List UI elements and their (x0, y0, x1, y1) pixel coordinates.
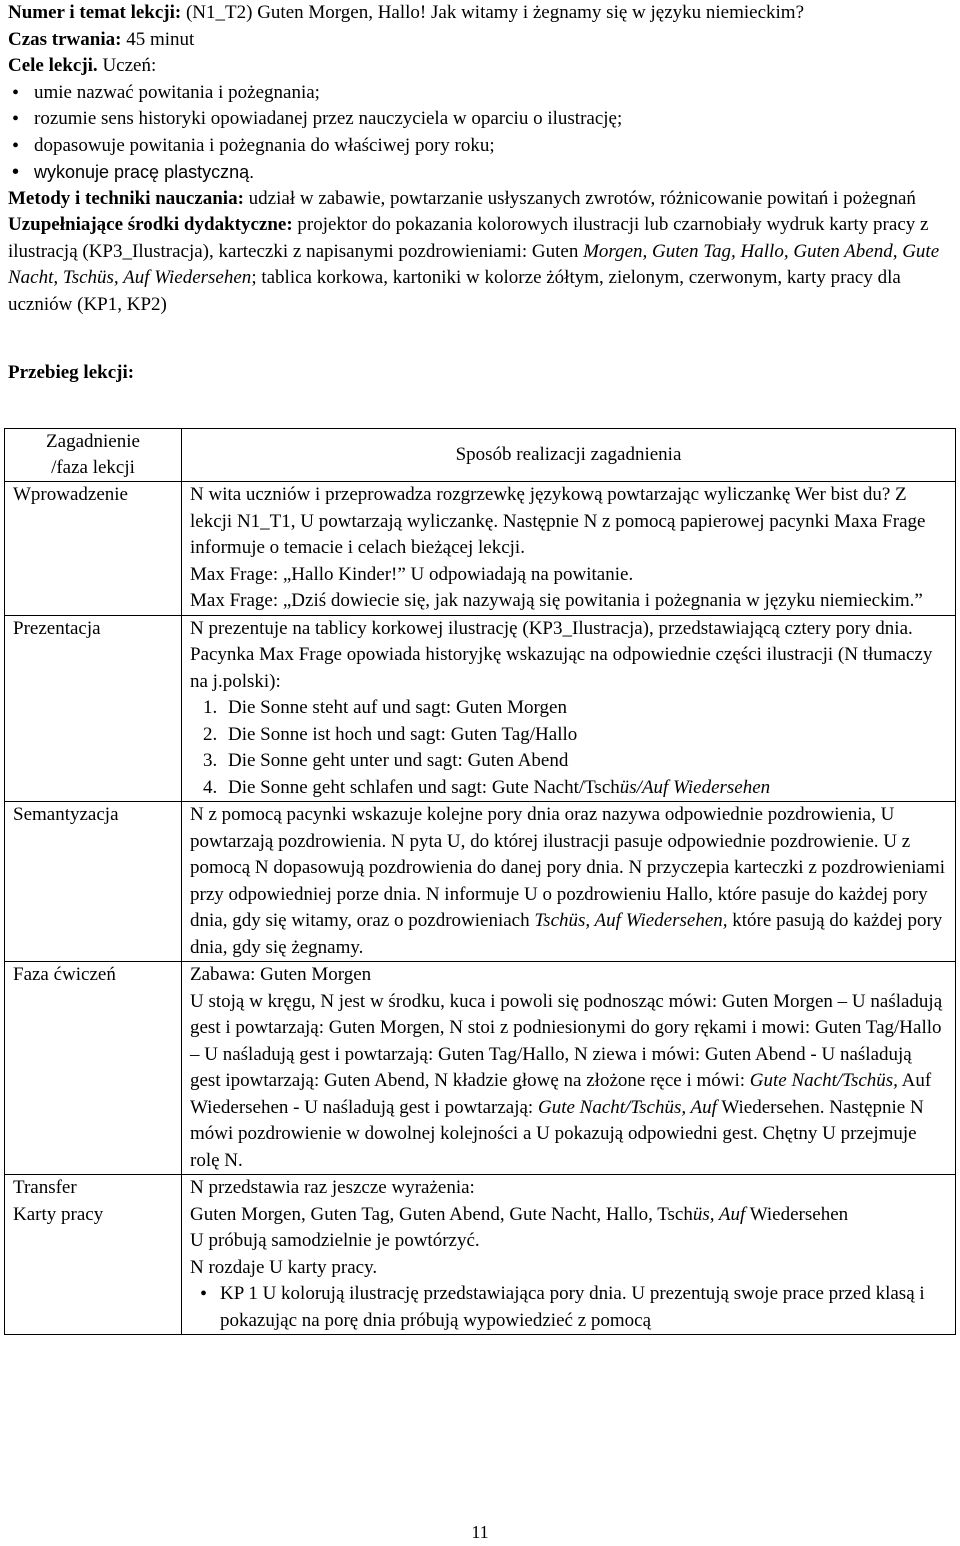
topic-label: Numer i temat lekcji: (8, 2, 182, 23)
course-label: Przebieg lekcji: (8, 362, 135, 383)
list-item: • KP 1 U kolorują ilustrację przedstawiająca pory dnia. U prezentują swoje prace przed klasą i pokazując na porę dnia próbują wypowiedzieć z pomocą (220, 1281, 947, 1334)
aids-value: projektor do pokazania kolorowych ilustracji lub czarnobiały wydruk karty pracy z ilustracją (KP3_Ilustracja), karteczki z napisanymi pozdrowieniami: Guten (8, 214, 929, 262)
phase-cell: Transfer Karty pracy (5, 1175, 182, 1335)
goals-intro: Uczeń: (102, 55, 157, 76)
method-cell: N przedstawia raz jeszcze wyrażenia: Guten Morgen, Guten Tag, Guten Abend, Gute Nacht, Hallo, Tschüs, Auf Wiedersehen U próbują samodzielnie je powtórzyć. N rozdaje U karty pracy. • KP 1 U kolorują ilustrację przedstawiająca pory dnia. U prezentują swoje prace przed klasą i pokazując na porę dnia próbują wypowiedzieć z pomocą (182, 1175, 956, 1335)
method-cell: N wita uczniów i przeprowadza rozgrzewkę językową powtarzając wyliczankę Wer bist du? Z lekcji N1_T1, U powtarzają wyliczankę. Następnie N z pomocą papierowej pacynki Maxa Frage informuje o temacie i celach bieżącej lekcji. Max Frage: „Hallo Kinder!” U odpowiadają na powitanie. Max Frage: „Dziś dowiecie się, jak nazywają się powitania i pożegnania w języku niemieckim.” (182, 482, 956, 616)
table-header-row (5, 429, 956, 482)
column-header-phase: Zagadnienie /faza lekcji (5, 429, 182, 482)
method-cell: N prezentuje na tablicy korkowej ilustrację (KP3_Ilustracja), przedstawiającą cztery pory dnia. Pacynka Max Frage opowiada historyjkę wskazując na odpowiednie części ilustracji (N tłumaczy na j.polski): 1. Die Sonne steht auf und sagt: Guten Morgen 2. Die Sonne ist hoch und sagt: Guten Tag/Hallo 3. Die Sonne geht unter und sagt: Guten Abend 4. Die Sonne geht schlafen und sagt: Gute Nacht/Tschüs/Auf Wiedersehen (182, 615, 956, 802)
goal-item: • wykonuje pracę plastyczną. (34, 159, 948, 186)
methods (8, 186, 948, 213)
goal-item: • umie nazwać powitania i pożegnania; (34, 80, 948, 107)
aids-greetings: Morgen, Guten Tag, Hallo, Guten Abend, Gute Nacht, Tschüs, Auf Wiedersehen (8, 240, 940, 288)
topic-value: (N1_T2) Guten Morgen, Hallo! Jak witamy i żegnamy się w języku niemieckim? (185, 2, 805, 23)
goal-item: • dopasowuje powitania i pożegnania do właściwej pory roku; (34, 133, 948, 160)
table-row (5, 1175, 956, 1335)
list-item: 2. Die Sonne ist hoch und sagt: Guten Tag/Hallo (222, 722, 947, 749)
aids-value-rest: ; tablica korkowa, kartoniki w kolorze żółtym, zielonym, czerwonym, karty pracy dla uczniów (KP1, KP2) (8, 267, 901, 315)
table-row (5, 615, 956, 802)
phase-cell: Faza ćwiczeń (5, 962, 182, 1175)
goals-list (8, 80, 948, 186)
phase-cell: Prezentacja (5, 615, 182, 802)
table-row (5, 962, 956, 1175)
duration-value: 45 minut (126, 28, 195, 50)
goal-item: • rozumie sens historyki opowiadanej przez nauczyciela w oparciu o ilustrację; (34, 106, 948, 133)
list-item: 1. Die Sonne steht auf und sagt: Guten Morgen (222, 695, 947, 722)
aids-label: Uzupełniające środki dydaktyczne: (8, 214, 293, 235)
lesson-course-table (4, 428, 956, 1335)
goals-heading (8, 53, 948, 80)
document-page (8, 0, 948, 387)
page-number: 11 (471, 1522, 489, 1542)
phase-cell: Semantyzacja (5, 802, 182, 962)
table-row (5, 802, 956, 962)
teaching-aids (8, 212, 948, 318)
duration-label: Czas trwania: (8, 28, 122, 50)
lesson-duration (8, 27, 948, 54)
column-header-method: Sposób realizacji zagadnienia (182, 429, 956, 482)
story-steps-list (190, 695, 947, 801)
methods-label: Metody i techniki nauczania: (8, 187, 244, 209)
methods-value: udział w zabawie, powtarzanie usłyszanych zwrotów, różnicowanie powitań i pożegnań (248, 187, 916, 209)
worksheet-list (190, 1281, 947, 1334)
lesson-topic (8, 0, 948, 27)
list-item: 4. Die Sonne geht schlafen und sagt: Gute Nacht/Tschüs/Auf Wiedersehen (222, 775, 947, 802)
method-cell: N z pomocą pacynki wskazuje kolejne pory dnia oraz nazywa odpowiednie pozdrowienia, U powtarzają pozdrowienia. N pyta U, do której ilustracji pasuje odpowiednie pozdrowienie. U z pomocą N dopasowują pozdrowienia do danej pory dnia. N przyczepia karteczki z pozdrowieniami przy odpowiedniej porze dnia. N informuje U o pozdrowieniu Hallo, które pasuje do każdej pory dnia, gdy się witamy, oraz o pozdrowieniach Tschüs, Auf Wiedersehen, które pasują do każdej pory dnia, gdy się żegnamy. (182, 802, 956, 962)
goals-label: Cele lekcji. (8, 55, 98, 76)
list-item: 3. Die Sonne geht unter und sagt: Guten Abend (222, 748, 947, 775)
phase-cell: Wprowadzenie (5, 482, 182, 616)
method-cell: Zabawa: Guten Morgen U stoją w kręgu, N jest w środku, kuca i powoli się podnosząc mówi: Guten Morgen – U naśladują gest i powtarzają: Guten Morgen, N stoi z podniesionymi do gory rękami i mowi: Guten Tag/Hallo – U naśladują gest i powtarzają: Guten Tag/Hallo, N ziewa i mówi: Guten Abend - U naśladują gest ipowtarzają: Guten Abend, N kładzie głowę na złożone ręce i mówi: Gute Nacht/Tschüs, Auf Wiedersehen - U naśladują gest i powtarzają: Gute Nacht/Tschüs, Auf Wiedersehen. Następnie N mówi pozdrowienie w dowolnej kolejności a U pokazują odpowiedni gest. Chętny U przejmuje rolę N. (182, 962, 956, 1175)
table-row (5, 482, 956, 616)
